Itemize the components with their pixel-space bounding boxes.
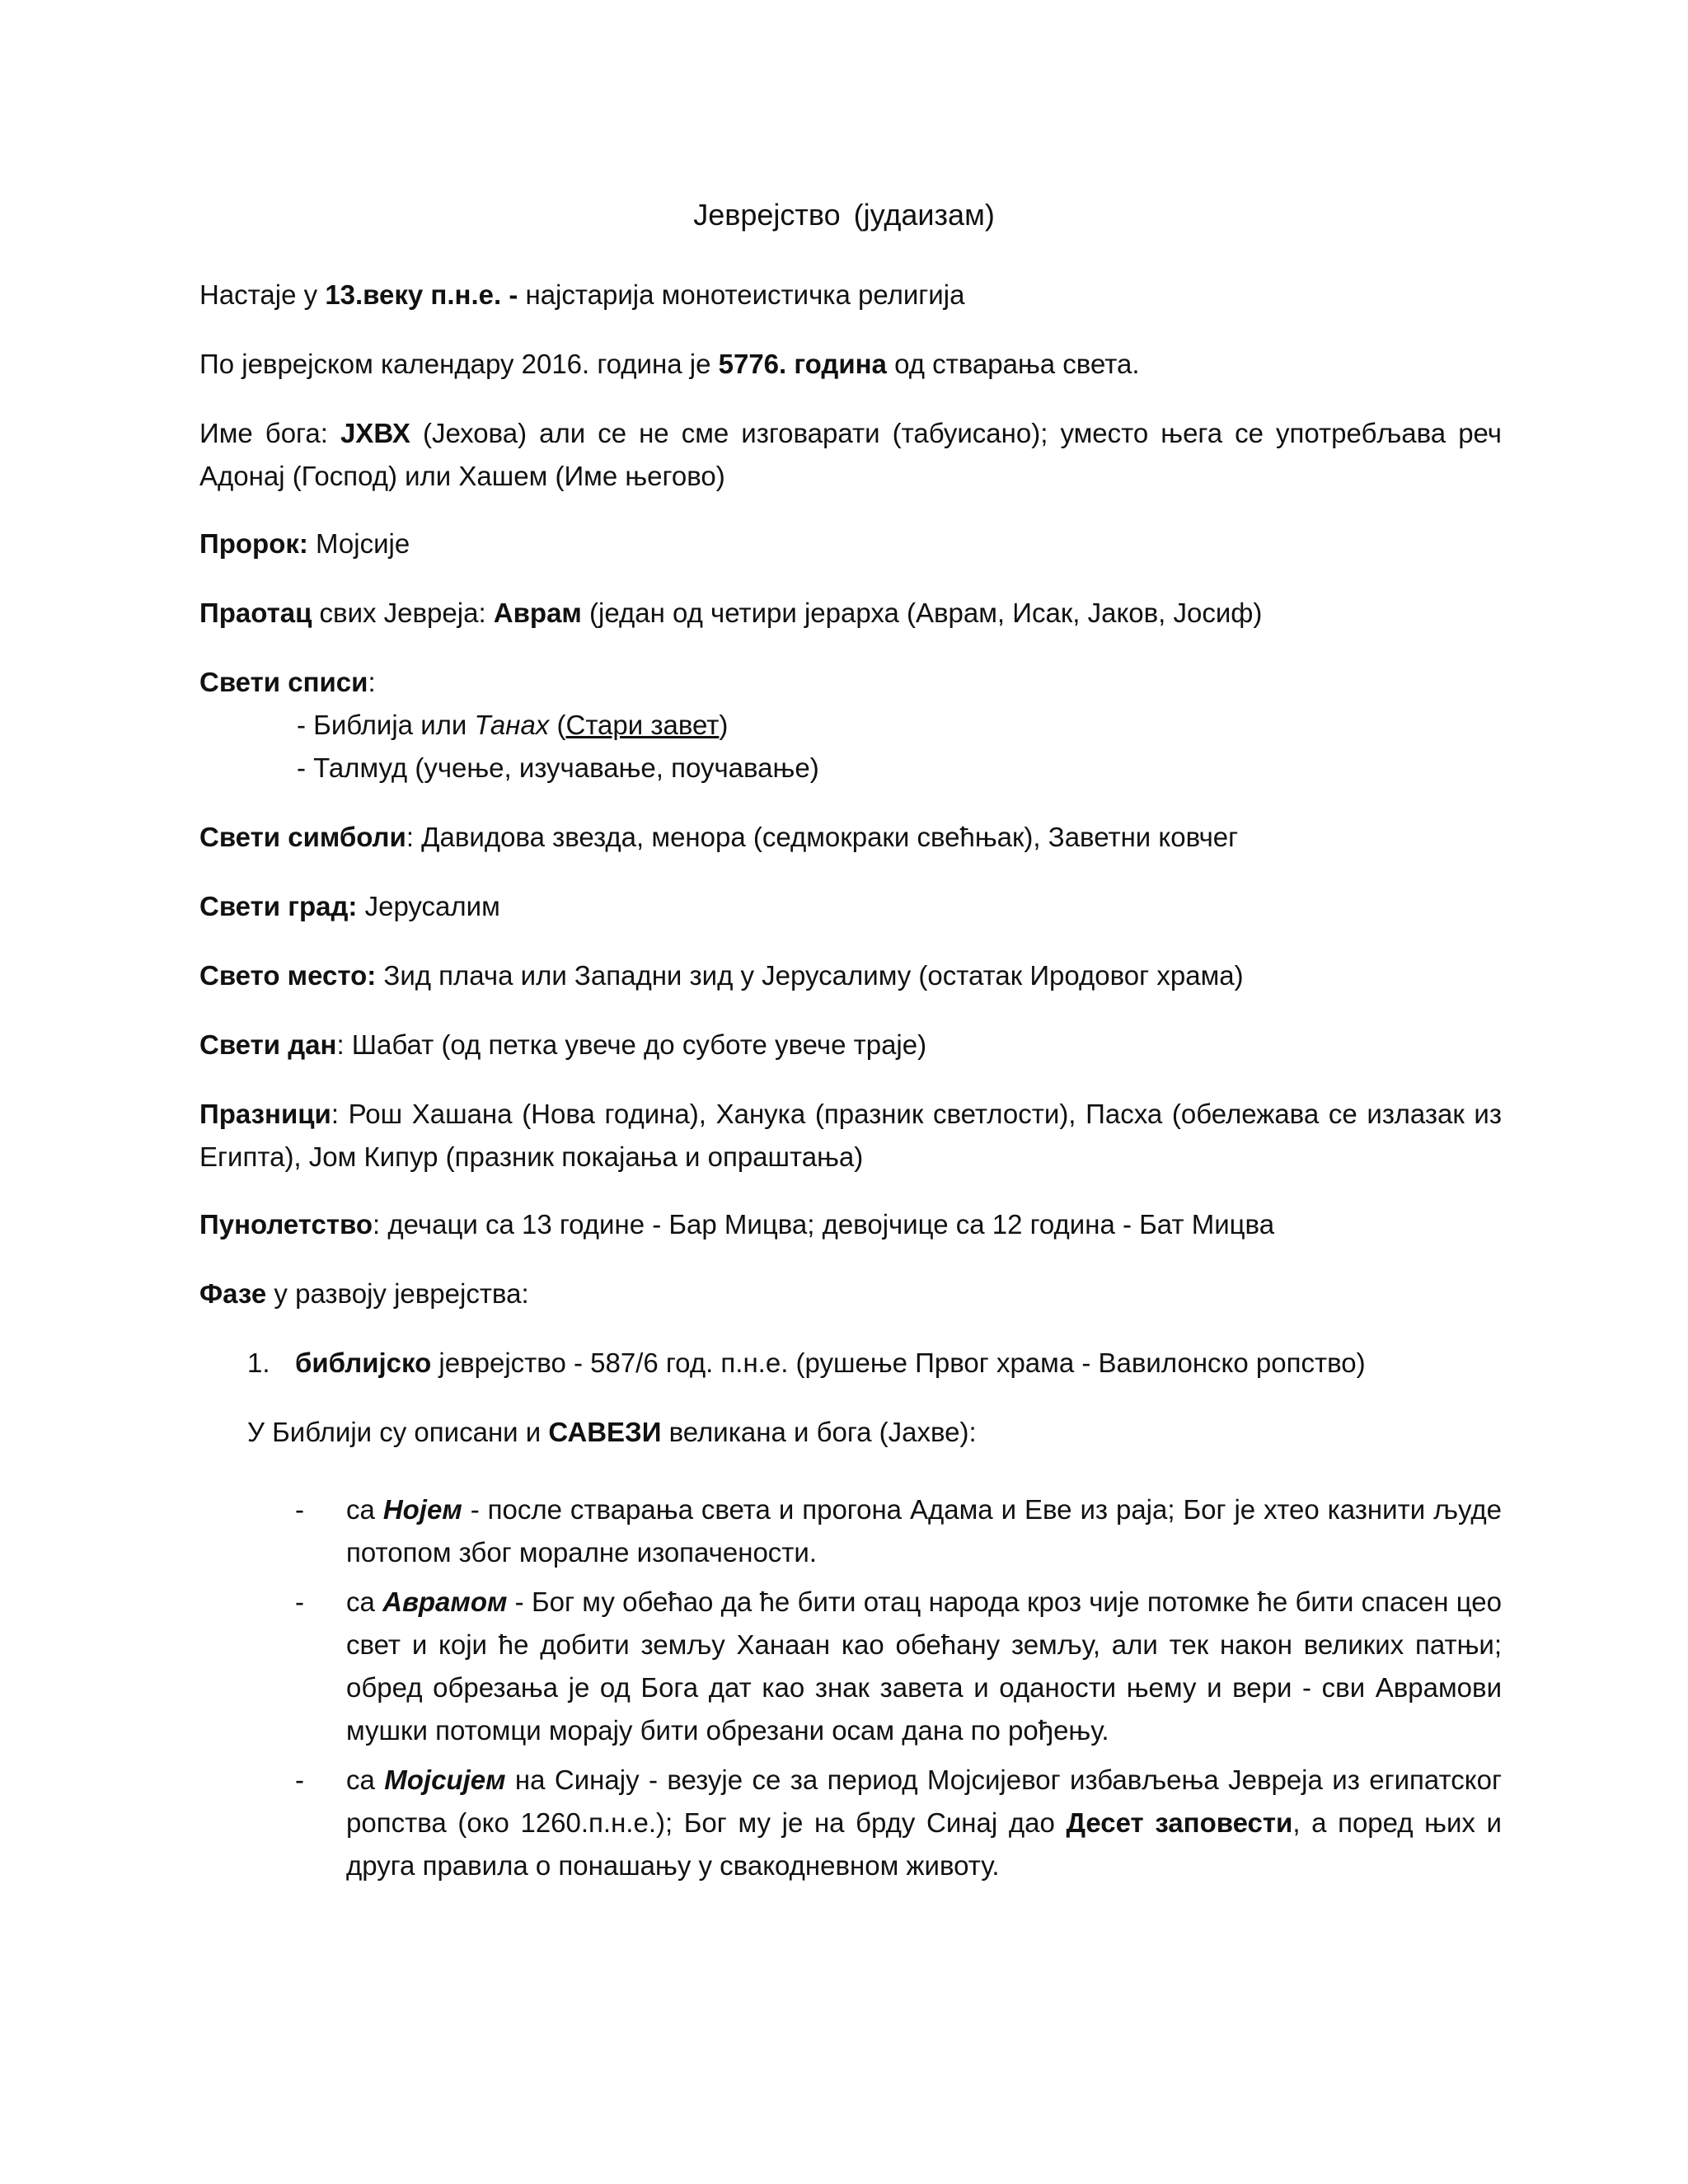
covenant-moses-dash: - <box>295 1765 304 1795</box>
phases-paragraph <box>199 1272 1502 1315</box>
covenant-noah <box>346 1488 1502 1574</box>
holidays-paragraph <box>199 1093 1502 1179</box>
phases-label: Фазе <box>199 1278 267 1309</box>
scripture-item-bible <box>297 704 1451 747</box>
prophet-label: Пророк: <box>199 528 308 559</box>
patriarch-middle: свих Јевреја: <box>312 598 494 628</box>
scripture-item-close-paren: ) <box>719 710 729 740</box>
god-name-prefix: Име бога: <box>199 418 340 448</box>
place-label: Свето место: <box>199 960 377 991</box>
place-value: Зид плача или Западни зид у Јерусалиму (остатак Иродовог храма) <box>376 960 1244 991</box>
city-label: Свети град: <box>199 891 358 921</box>
phase1-name: библијско <box>295 1347 432 1378</box>
holy-day-label: Свети дан <box>199 1029 337 1060</box>
symbols-label: Свети симболи <box>199 822 406 852</box>
scripture-item-bible-prefix: - Библија или <box>297 710 475 740</box>
patriarch-paragraph <box>199 592 1502 635</box>
covenant-moses-text: на Синају - везује се за период Мојсијевог избављења Јевреја из египатског ропства (око 1260.п.н.е.); Бог му је на брду Синај дао <box>346 1765 1502 1838</box>
covenants-intro-prefix: У Библији су описани и <box>247 1417 549 1447</box>
covenants-intro-suffix: великана и бога (Јахве): <box>661 1417 977 1447</box>
covenant-moses-name: Мојсијем <box>384 1765 506 1795</box>
covenant-abraham-prefix: са <box>346 1586 383 1617</box>
origin-paragraph <box>199 274 1502 316</box>
covenant-moses <box>346 1759 1502 1887</box>
scriptures-heading <box>199 661 1502 704</box>
scripture-item-old-testament: Стари завет <box>565 710 720 740</box>
scripture-item-tanakh: Танах <box>474 710 550 740</box>
covenant-abraham <box>346 1581 1502 1752</box>
patriarch-suffix: (један од четири јерарха (Аврам, Исак, Јаков, Јосиф) <box>581 598 1263 628</box>
adulthood-label: Пунолетство <box>199 1209 373 1240</box>
covenant-abraham-text: - Бог му обећао да ће бити отац народа кроз чије потомке ће бити спасен цео свет и који ће добити земљу Ханаан као обећану земљу, али тек након великих патњи; обред обрезања је од Бога дат као знак завета и оданости њему и вери - сви Аврамови мушки потомци морају бити обрезани осам дана по рођењу. <box>346 1586 1502 1746</box>
covenant-moses-prefix: са <box>346 1765 385 1795</box>
covenant-noah-name: Нојем <box>382 1494 462 1525</box>
ten-commandments: Десет заповести <box>1066 1807 1293 1838</box>
origin-suffix: најстарија монотеистичка религија <box>518 279 965 310</box>
phase1-paragraph <box>295 1342 1502 1385</box>
scriptures-colon: : <box>368 667 376 697</box>
god-name-tetragram: ЈХВХ <box>340 418 410 448</box>
holy-day-paragraph <box>199 1024 1502 1066</box>
phase1-suffix: јеврејство - 587/6 год. п.н.е. (рушење Првог храма - Вавилонско ропство) <box>431 1347 1366 1378</box>
patriarch-label: Праотац <box>199 598 312 628</box>
origin-century: 13.веку п.н.е. - <box>325 279 518 310</box>
covenant-abraham-dash: - <box>295 1586 304 1617</box>
symbols-value: : Давидова звезда, менора (седмокраки свећњак), Заветни ковчег <box>406 822 1239 852</box>
holidays-value: : Рош Хашана (Нова година), Ханука (празник светлости), Пасха (обележава се излазак из Египта), Јом Кипур (празник покајања и опраштања) <box>199 1099 1502 1172</box>
patriarch-name: Аврам <box>493 598 582 628</box>
document-title: Јеврејство (јудаизам) <box>693 198 995 232</box>
calendar-suffix: од стварања света. <box>886 349 1140 379</box>
calendar-year: 5776. година <box>718 349 887 379</box>
symbols-paragraph <box>199 816 1502 859</box>
covenant-noah-prefix: са <box>346 1494 383 1525</box>
covenant-abraham-name: Аврамом <box>382 1586 508 1617</box>
covenants-word: САВЕЗИ <box>548 1417 662 1447</box>
covenant-noah-text: - после стварања света и прогона Адама и Еве из раја; Бог је хтео казнити људе потопом због моралне изопачености. <box>346 1494 1502 1568</box>
god-name-suffix: (Јехова) али се не сме изговарати (табуисано); уместо њега се употребљава реч Адонај (Господ) или Хашем (Име његово) <box>199 418 1502 491</box>
covenant-moses-tail: , а поред њих и друга правила о понашању у свакодневном животу. <box>346 1807 1502 1881</box>
place-paragraph <box>199 954 1502 997</box>
calendar-prefix: По јеврејском календару 2016. година је <box>199 349 719 379</box>
scripture-item-open-paren: ( <box>549 710 566 740</box>
adulthood-paragraph <box>199 1203 1502 1246</box>
holidays-label: Празници <box>199 1099 331 1129</box>
prophet-value: Мојсије <box>307 528 410 559</box>
city-value: Јерусалим <box>357 891 500 921</box>
city-paragraph <box>199 885 1502 928</box>
covenant-noah-dash: - <box>295 1494 304 1525</box>
phases-value: у развоју јеврејства: <box>266 1278 529 1309</box>
origin-prefix: Настаје у <box>199 279 326 310</box>
phase1-number: 1. <box>247 1347 270 1378</box>
covenants-intro <box>247 1411 1502 1454</box>
prophet-paragraph <box>199 523 1502 565</box>
scriptures-label: Свети списи <box>199 667 368 697</box>
scripture-item-talmud: - Талмуд (учење, изучавање, поучавање) <box>297 752 819 783</box>
adulthood-value: : дечаци са 13 године - Бар Мицва; девојчице са 12 година - Бат Мицва <box>373 1209 1275 1240</box>
calendar-paragraph <box>199 343 1502 386</box>
holy-day-value: : Шабат (од петка увече до суботе увече траје) <box>336 1029 927 1060</box>
god-name-paragraph <box>199 412 1502 498</box>
